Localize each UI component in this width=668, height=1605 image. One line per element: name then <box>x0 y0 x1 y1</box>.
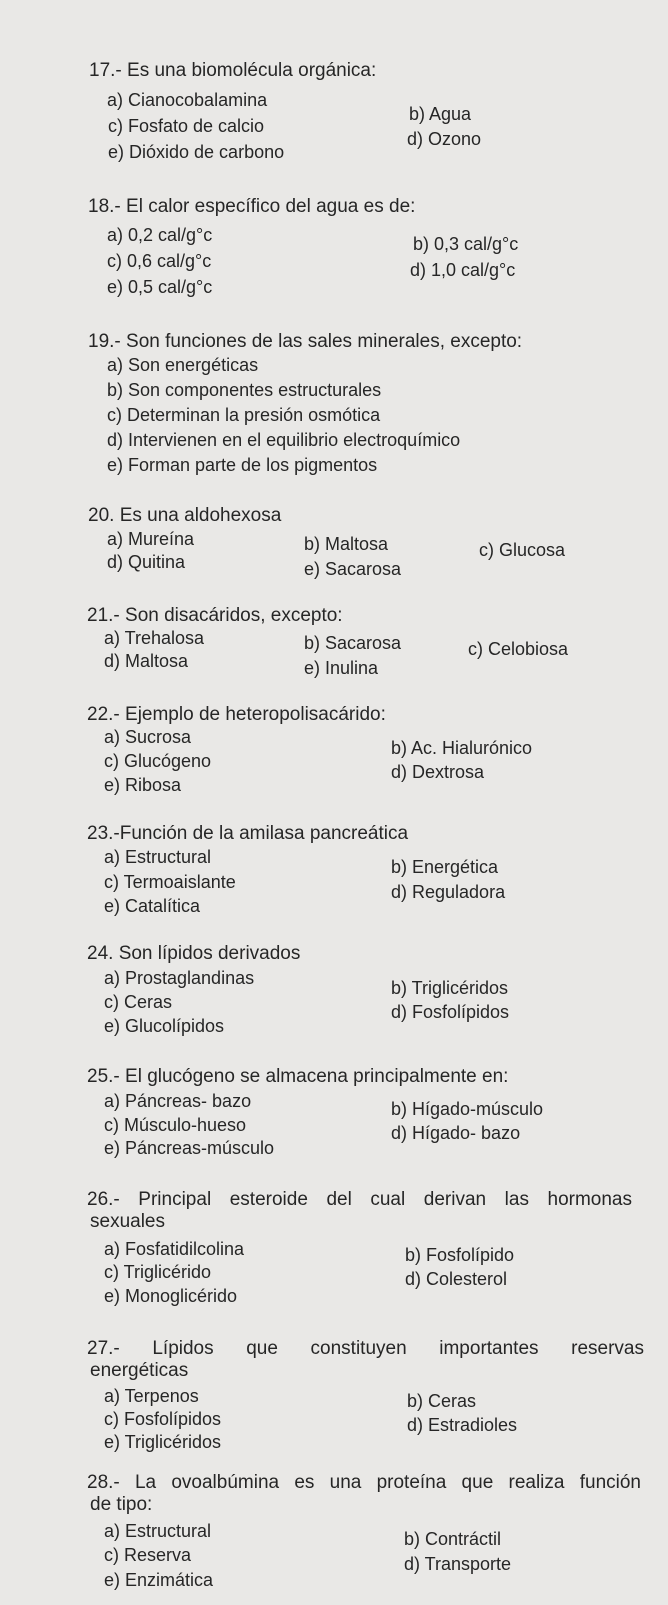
option-c: c) Músculo-hueso <box>104 1115 247 1135</box>
question-stem: 19.- Son funciones de las sales minerales, excepto: <box>88 331 523 352</box>
option-d: d) Intervienen en el equilibrio electroquímico <box>107 430 461 450</box>
option-a: a) Prostaglandinas <box>104 968 255 988</box>
option-c: c) Determinan la presión osmótica <box>107 405 381 425</box>
option-a: a) Estructural <box>104 847 212 867</box>
option-e: e) Enzimática <box>104 1570 214 1590</box>
option-e: e) Inulina <box>304 658 379 678</box>
option-c: c) Glucosa <box>479 540 566 560</box>
option-d: d) Ozono <box>407 129 482 149</box>
question-stem-line-1: 28.- La ovoalbúmina es una proteína que realiza función <box>87 1472 641 1493</box>
option-a: a) Estructural <box>104 1521 212 1541</box>
option-a: a) Son energéticas <box>107 355 259 375</box>
option-e: e) Forman parte de los pigmentos <box>107 455 378 475</box>
option-a: a) Fosfatidilcolina <box>104 1239 245 1259</box>
option-d: d) 1,0 cal/g°c <box>410 260 516 280</box>
option-c: c) Fosfolípidos <box>104 1409 222 1429</box>
option-e: e) Catalítica <box>104 896 201 916</box>
question-stem: 18.- El calor específico del agua es de: <box>88 196 416 217</box>
option-b: b) Son componentes estructurales <box>107 380 382 400</box>
question-stem: 21.- Son disacáridos, excepto: <box>87 605 343 626</box>
question-stem: 23.-Función de la amilasa pancreática <box>87 823 409 844</box>
option-c: c) Fosfato de calcio <box>108 116 265 136</box>
option-c: c) Ceras <box>104 992 173 1012</box>
question-stem-line-2: sexuales <box>90 1211 165 1232</box>
option-e: e) Glucolípidos <box>104 1016 225 1036</box>
question-stem-line-1: 27.- Lípidos que constituyen importantes reservas <box>87 1338 644 1359</box>
option-a: a) Sucrosa <box>104 727 192 747</box>
option-b: b) Agua <box>409 104 472 124</box>
option-c: c) Termoaislante <box>104 872 236 892</box>
option-e: e) Dióxido de carbono <box>108 142 285 162</box>
option-b: b) Triglicéridos <box>391 978 509 998</box>
option-c: c) 0,6 cal/g°c <box>107 251 212 271</box>
question-stem: 17.- Es una biomolécula orgánica: <box>89 60 377 81</box>
option-d: d) Colesterol <box>405 1269 508 1289</box>
option-b: b) Ceras <box>407 1391 477 1411</box>
option-c: c) Celobiosa <box>468 639 569 659</box>
question-stem: 24. Son lípidos derivados <box>87 943 301 964</box>
option-b: b) Ac. Hialurónico <box>391 738 533 758</box>
option-b: b) Energética <box>391 857 499 877</box>
option-b: b) Maltosa <box>304 534 389 554</box>
option-a: a) Mureína <box>107 529 195 549</box>
option-a: a) Trehalosa <box>104 628 205 648</box>
question-stem-line-1: 26.- Principal esteroide del cual derivan las hormonas <box>87 1189 632 1210</box>
option-c: c) Glucógeno <box>104 751 212 771</box>
option-e: e) Ribosa <box>104 775 182 795</box>
option-c: c) Triglicérido <box>104 1262 212 1282</box>
option-d: d) Reguladora <box>391 882 506 902</box>
option-a: a) 0,2 cal/g°c <box>107 225 213 245</box>
option-d: d) Fosfolípidos <box>391 1002 510 1022</box>
option-c: c) Reserva <box>104 1545 192 1565</box>
option-e: e) Sacarosa <box>304 559 402 579</box>
option-e: e) Triglicéridos <box>104 1432 222 1452</box>
option-a: a) Terpenos <box>104 1386 199 1406</box>
option-b: b) Contráctil <box>404 1529 502 1549</box>
question-stem: 20. Es una aldohexosa <box>88 505 282 526</box>
option-e: e) 0,5 cal/g°c <box>107 277 213 297</box>
option-e: e) Páncreas-músculo <box>104 1138 275 1158</box>
option-a: a) Páncreas- bazo <box>104 1091 252 1111</box>
option-d: d) Quitina <box>107 552 186 572</box>
option-d: d) Maltosa <box>104 651 189 671</box>
option-b: b) 0,3 cal/g°c <box>413 234 519 254</box>
option-a: a) Cianocobalamina <box>107 90 268 110</box>
option-d: d) Hígado- bazo <box>391 1123 521 1143</box>
question-stem-line-2: energéticas <box>90 1360 189 1381</box>
option-d: d) Estradioles <box>407 1415 518 1435</box>
question-stem: 25.- El glucógeno se almacena principalmente en: <box>87 1066 509 1087</box>
option-d: d) Transporte <box>404 1554 512 1574</box>
question-stem: 22.- Ejemplo de heteropolisacárido: <box>87 704 386 725</box>
option-e: e) Monoglicérido <box>104 1286 238 1306</box>
option-b: b) Sacarosa <box>304 633 402 653</box>
option-b: b) Hígado-músculo <box>391 1099 544 1119</box>
option-d: d) Dextrosa <box>391 762 485 782</box>
option-b: b) Fosfolípido <box>405 1245 515 1265</box>
question-stem-line-2: de tipo: <box>90 1494 153 1515</box>
